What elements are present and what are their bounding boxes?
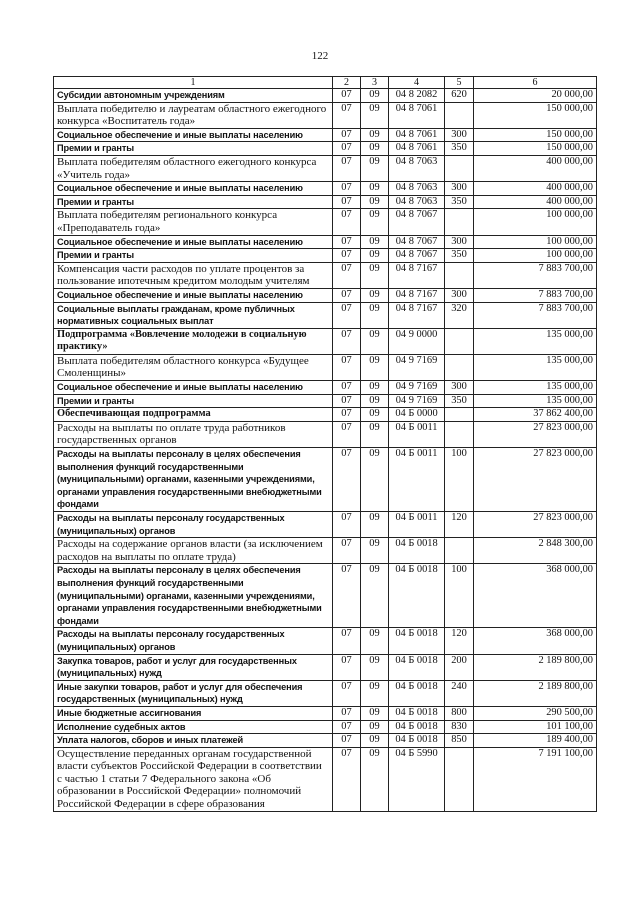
expense-type-cell <box>445 102 474 128</box>
table-row <box>54 747 597 811</box>
header-cell: 2 <box>333 77 361 89</box>
amount-cell: 290 500,00 <box>474 706 597 720</box>
amount-cell: 2 189 800,00 <box>474 654 597 680</box>
section-code-cell: 07 <box>333 182 361 196</box>
expense-type-cell <box>445 538 474 564</box>
amount-cell: 150 000,00 <box>474 142 597 156</box>
amount-cell: 150 000,00 <box>474 102 597 128</box>
expense-type-cell: 300 <box>445 381 474 395</box>
expense-type-cell: 620 <box>445 89 474 103</box>
subsection-code-cell: 09 <box>361 720 389 734</box>
subsection-code-cell: 09 <box>361 89 389 103</box>
expense-type-cell: 350 <box>445 195 474 209</box>
table-row <box>54 421 597 447</box>
amount-cell: 7 191 100,00 <box>474 747 597 811</box>
table-row <box>54 680 597 706</box>
section-code-cell: 07 <box>333 128 361 142</box>
amount-cell: 7 883 700,00 <box>474 262 597 288</box>
expense-type-cell <box>445 262 474 288</box>
expense-type-cell: 300 <box>445 182 474 196</box>
header-cell: 4 <box>389 77 445 89</box>
table-row <box>54 381 597 395</box>
target-article-cell: 04 8 7061 <box>389 142 445 156</box>
row-name-cell: Выплата победителю и лауреатам областного ежегодного конкурса «Воспитатель года» <box>54 102 333 128</box>
target-article-cell: 04 9 0000 <box>389 328 445 354</box>
target-article-cell: 04 Б 5990 <box>389 747 445 811</box>
expense-type-cell <box>445 421 474 447</box>
amount-cell: 368 000,00 <box>474 564 597 628</box>
target-article-cell: 04 Б 0018 <box>389 538 445 564</box>
table-row <box>54 734 597 748</box>
subsection-code-cell: 09 <box>361 706 389 720</box>
amount-cell: 20 000,00 <box>474 89 597 103</box>
expense-type-cell: 100 <box>445 448 474 512</box>
row-name-cell: Иные закупки товаров, работ и услуг для обеспечения государственных (муниципальных) нужд <box>54 680 333 706</box>
section-code-cell: 07 <box>333 262 361 288</box>
expense-type-cell: 200 <box>445 654 474 680</box>
table-row <box>54 354 597 380</box>
subsection-code-cell: 09 <box>361 195 389 209</box>
header-row <box>54 77 597 89</box>
expense-type-cell: 830 <box>445 720 474 734</box>
target-article-cell: 04 Б 0018 <box>389 628 445 654</box>
table-row <box>54 89 597 103</box>
table-row <box>54 195 597 209</box>
table-row <box>54 288 597 302</box>
section-code-cell: 07 <box>333 102 361 128</box>
subsection-code-cell: 09 <box>361 747 389 811</box>
amount-cell: 368 000,00 <box>474 628 597 654</box>
section-code-cell: 07 <box>333 328 361 354</box>
section-code-cell: 07 <box>333 288 361 302</box>
amount-cell: 189 400,00 <box>474 734 597 748</box>
target-article-cell: 04 9 7169 <box>389 354 445 380</box>
subsection-code-cell: 09 <box>361 102 389 128</box>
target-article-cell: 04 8 7067 <box>389 235 445 249</box>
subsection-code-cell: 09 <box>361 235 389 249</box>
section-code-cell: 07 <box>333 747 361 811</box>
expense-type-cell: 850 <box>445 734 474 748</box>
row-name-cell: Социальные выплаты гражданам, кроме публичных нормативных социальных выплат <box>54 302 333 328</box>
row-name-cell: Подпрограмма «Вовлечение молодежи в социальную практику» <box>54 328 333 354</box>
section-code-cell: 07 <box>333 195 361 209</box>
subsection-code-cell: 09 <box>361 628 389 654</box>
target-article-cell: 04 Б 0018 <box>389 706 445 720</box>
table-row <box>54 512 597 538</box>
row-name-cell: Социальное обеспечение и иные выплаты населению <box>54 381 333 395</box>
target-article-cell: 04 8 7061 <box>389 128 445 142</box>
table-row <box>54 654 597 680</box>
subsection-code-cell: 09 <box>361 249 389 263</box>
target-article-cell: 04 Б 0018 <box>389 654 445 680</box>
expense-type-cell: 300 <box>445 128 474 142</box>
section-code-cell: 07 <box>333 394 361 408</box>
amount-cell: 135 000,00 <box>474 354 597 380</box>
row-name-cell: Выплата победителям областного ежегодного конкурса «Учитель года» <box>54 155 333 181</box>
target-article-cell: 04 Б 0011 <box>389 448 445 512</box>
table-row <box>54 142 597 156</box>
row-name-cell: Расходы на выплаты персоналу государственных (муниципальных) органов <box>54 512 333 538</box>
subsection-code-cell: 09 <box>361 209 389 235</box>
subsection-code-cell: 09 <box>361 128 389 142</box>
table-row <box>54 302 597 328</box>
target-article-cell: 04 Б 0000 <box>389 408 445 422</box>
target-article-cell: 04 8 7067 <box>389 209 445 235</box>
section-code-cell: 07 <box>333 249 361 263</box>
amount-cell: 27 823 000,00 <box>474 448 597 512</box>
target-article-cell: 04 8 7061 <box>389 102 445 128</box>
section-code-cell: 07 <box>333 720 361 734</box>
row-name-cell: Премии и гранты <box>54 195 333 209</box>
table-row <box>54 235 597 249</box>
table-row <box>54 249 597 263</box>
subsection-code-cell: 09 <box>361 381 389 395</box>
header-cell: 5 <box>445 77 474 89</box>
row-name-cell: Расходы на содержание органов власти (за исключением расходов на выплаты по оплате труда) <box>54 538 333 564</box>
section-code-cell: 07 <box>333 448 361 512</box>
target-article-cell: 04 8 7063 <box>389 182 445 196</box>
header-cell: 1 <box>54 77 333 89</box>
target-article-cell: 04 8 7067 <box>389 249 445 263</box>
subsection-code-cell: 09 <box>361 288 389 302</box>
section-code-cell: 07 <box>333 512 361 538</box>
row-name-cell: Социальное обеспечение и иные выплаты населению <box>54 128 333 142</box>
amount-cell: 37 862 400,00 <box>474 408 597 422</box>
section-code-cell: 07 <box>333 142 361 156</box>
row-name-cell: Премии и гранты <box>54 249 333 263</box>
page-number: 122 <box>311 50 329 62</box>
table-row <box>54 262 597 288</box>
amount-cell: 7 883 700,00 <box>474 302 597 328</box>
amount-cell: 27 823 000,00 <box>474 512 597 538</box>
table-row <box>54 706 597 720</box>
section-code-cell: 07 <box>333 421 361 447</box>
target-article-cell: 04 8 2082 <box>389 89 445 103</box>
expense-type-cell <box>445 747 474 811</box>
expense-type-cell: 350 <box>445 394 474 408</box>
subsection-code-cell: 09 <box>361 421 389 447</box>
subsection-code-cell: 09 <box>361 328 389 354</box>
expense-type-cell: 300 <box>445 235 474 249</box>
section-code-cell: 07 <box>333 235 361 249</box>
subsection-code-cell: 09 <box>361 654 389 680</box>
target-article-cell: 04 Б 0011 <box>389 512 445 538</box>
table-row <box>54 128 597 142</box>
expense-type-cell: 120 <box>445 512 474 538</box>
expense-type-cell <box>445 328 474 354</box>
expense-type-cell: 350 <box>445 142 474 156</box>
table-body <box>54 77 597 812</box>
amount-cell: 101 100,00 <box>474 720 597 734</box>
expense-type-cell <box>445 155 474 181</box>
row-name-cell: Исполнение судебных актов <box>54 720 333 734</box>
table-row <box>54 408 597 422</box>
header-cell: 6 <box>474 77 597 89</box>
table-row <box>54 182 597 196</box>
target-article-cell: 04 8 7063 <box>389 195 445 209</box>
amount-cell: 400 000,00 <box>474 182 597 196</box>
amount-cell: 400 000,00 <box>474 195 597 209</box>
table-row <box>54 155 597 181</box>
subsection-code-cell: 09 <box>361 354 389 380</box>
amount-cell: 100 000,00 <box>474 235 597 249</box>
expense-type-cell: 240 <box>445 680 474 706</box>
section-code-cell: 07 <box>333 381 361 395</box>
row-name-cell: Обеспечивающая подпрограмма <box>54 408 333 422</box>
amount-cell: 100 000,00 <box>474 249 597 263</box>
subsection-code-cell: 09 <box>361 155 389 181</box>
table-row <box>54 394 597 408</box>
row-name-cell: Иные бюджетные ассигнования <box>54 706 333 720</box>
amount-cell: 150 000,00 <box>474 128 597 142</box>
amount-cell: 400 000,00 <box>474 155 597 181</box>
table-row <box>54 538 597 564</box>
section-code-cell: 07 <box>333 680 361 706</box>
row-name-cell: Премии и гранты <box>54 394 333 408</box>
table-row <box>54 102 597 128</box>
expense-type-cell: 350 <box>445 249 474 263</box>
amount-cell: 135 000,00 <box>474 394 597 408</box>
row-name-cell: Расходы на выплаты персоналу государственных (муниципальных) органов <box>54 628 333 654</box>
row-name-cell: Выплата победителям областного конкурса «Будущее Смоленщины» <box>54 354 333 380</box>
row-name-cell: Расходы на выплаты персоналу в целях обеспечения выполнения функций государственными (муниципальными) органами, казенными учреждениями, органами управления государственными внебюджетными фондами <box>54 448 333 512</box>
target-article-cell: 04 Б 0018 <box>389 734 445 748</box>
row-name-cell: Компенсация части расходов по уплате процентов за пользование ипотечным кредитом молодым учителям <box>54 262 333 288</box>
subsection-code-cell: 09 <box>361 734 389 748</box>
table-row <box>54 328 597 354</box>
expense-type-cell: 800 <box>445 706 474 720</box>
section-code-cell: 07 <box>333 209 361 235</box>
amount-cell: 7 883 700,00 <box>474 288 597 302</box>
expense-type-cell <box>445 408 474 422</box>
target-article-cell: 04 9 7169 <box>389 381 445 395</box>
section-code-cell: 07 <box>333 538 361 564</box>
header-cell: 3 <box>361 77 389 89</box>
row-name-cell: Осуществление переданных органам государственной власти субъектов Российской Федерации в соответствии с частью 1 статьи 7 Федерального закона «Об образовании в Российской Федерации» полномочий Российской Федерации в сфере образования <box>54 747 333 811</box>
target-article-cell: 04 8 7167 <box>389 302 445 328</box>
table-row <box>54 720 597 734</box>
expense-type-cell <box>445 209 474 235</box>
amount-cell: 2 848 300,00 <box>474 538 597 564</box>
subsection-code-cell: 09 <box>361 512 389 538</box>
target-article-cell: 04 Б 0018 <box>389 564 445 628</box>
section-code-cell: 07 <box>333 564 361 628</box>
section-code-cell: 07 <box>333 408 361 422</box>
subsection-code-cell: 09 <box>361 538 389 564</box>
subsection-code-cell: 09 <box>361 448 389 512</box>
expense-type-cell <box>445 354 474 380</box>
subsection-code-cell: 09 <box>361 142 389 156</box>
row-name-cell: Выплата победителям регионального конкурса «Преподаватель года» <box>54 209 333 235</box>
amount-cell: 27 823 000,00 <box>474 421 597 447</box>
row-name-cell: Субсидии автономным учреждениям <box>54 89 333 103</box>
amount-cell: 100 000,00 <box>474 209 597 235</box>
row-name-cell: Расходы на выплаты по оплате труда работников государственных органов <box>54 421 333 447</box>
table-row <box>54 628 597 654</box>
section-code-cell: 07 <box>333 706 361 720</box>
row-name-cell: Закупка товаров, работ и услуг для государственных (муниципальных) нужд <box>54 654 333 680</box>
budget-table <box>53 76 597 812</box>
target-article-cell: 04 8 7167 <box>389 262 445 288</box>
subsection-code-cell: 09 <box>361 182 389 196</box>
subsection-code-cell: 09 <box>361 394 389 408</box>
section-code-cell: 07 <box>333 734 361 748</box>
row-name-cell: Социальное обеспечение и иные выплаты населению <box>54 235 333 249</box>
target-article-cell: 04 8 7167 <box>389 288 445 302</box>
section-code-cell: 07 <box>333 302 361 328</box>
expense-type-cell: 320 <box>445 302 474 328</box>
target-article-cell: 04 9 7169 <box>389 394 445 408</box>
expense-type-cell: 100 <box>445 564 474 628</box>
subsection-code-cell: 09 <box>361 408 389 422</box>
amount-cell: 135 000,00 <box>474 328 597 354</box>
target-article-cell: 04 8 7063 <box>389 155 445 181</box>
amount-cell: 2 189 800,00 <box>474 680 597 706</box>
row-name-cell: Премии и гранты <box>54 142 333 156</box>
table-row <box>54 448 597 512</box>
row-name-cell: Расходы на выплаты персоналу в целях обеспечения выполнения функций государственными (муниципальными) органами, казенными учреждениями, органами управления государственными внебюджетными фондами <box>54 564 333 628</box>
target-article-cell: 04 Б 0011 <box>389 421 445 447</box>
section-code-cell: 07 <box>333 89 361 103</box>
row-name-cell: Уплата налогов, сборов и иных платежей <box>54 734 333 748</box>
section-code-cell: 07 <box>333 354 361 380</box>
target-article-cell: 04 Б 0018 <box>389 720 445 734</box>
target-article-cell: 04 Б 0018 <box>389 680 445 706</box>
subsection-code-cell: 09 <box>361 262 389 288</box>
table-row <box>54 564 597 628</box>
subsection-code-cell: 09 <box>361 680 389 706</box>
row-name-cell: Социальное обеспечение и иные выплаты населению <box>54 288 333 302</box>
expense-type-cell: 300 <box>445 288 474 302</box>
section-code-cell: 07 <box>333 155 361 181</box>
row-name-cell: Социальное обеспечение и иные выплаты населению <box>54 182 333 196</box>
amount-cell: 135 000,00 <box>474 381 597 395</box>
expense-type-cell: 120 <box>445 628 474 654</box>
table-row <box>54 209 597 235</box>
subsection-code-cell: 09 <box>361 302 389 328</box>
section-code-cell: 07 <box>333 654 361 680</box>
subsection-code-cell: 09 <box>361 564 389 628</box>
section-code-cell: 07 <box>333 628 361 654</box>
